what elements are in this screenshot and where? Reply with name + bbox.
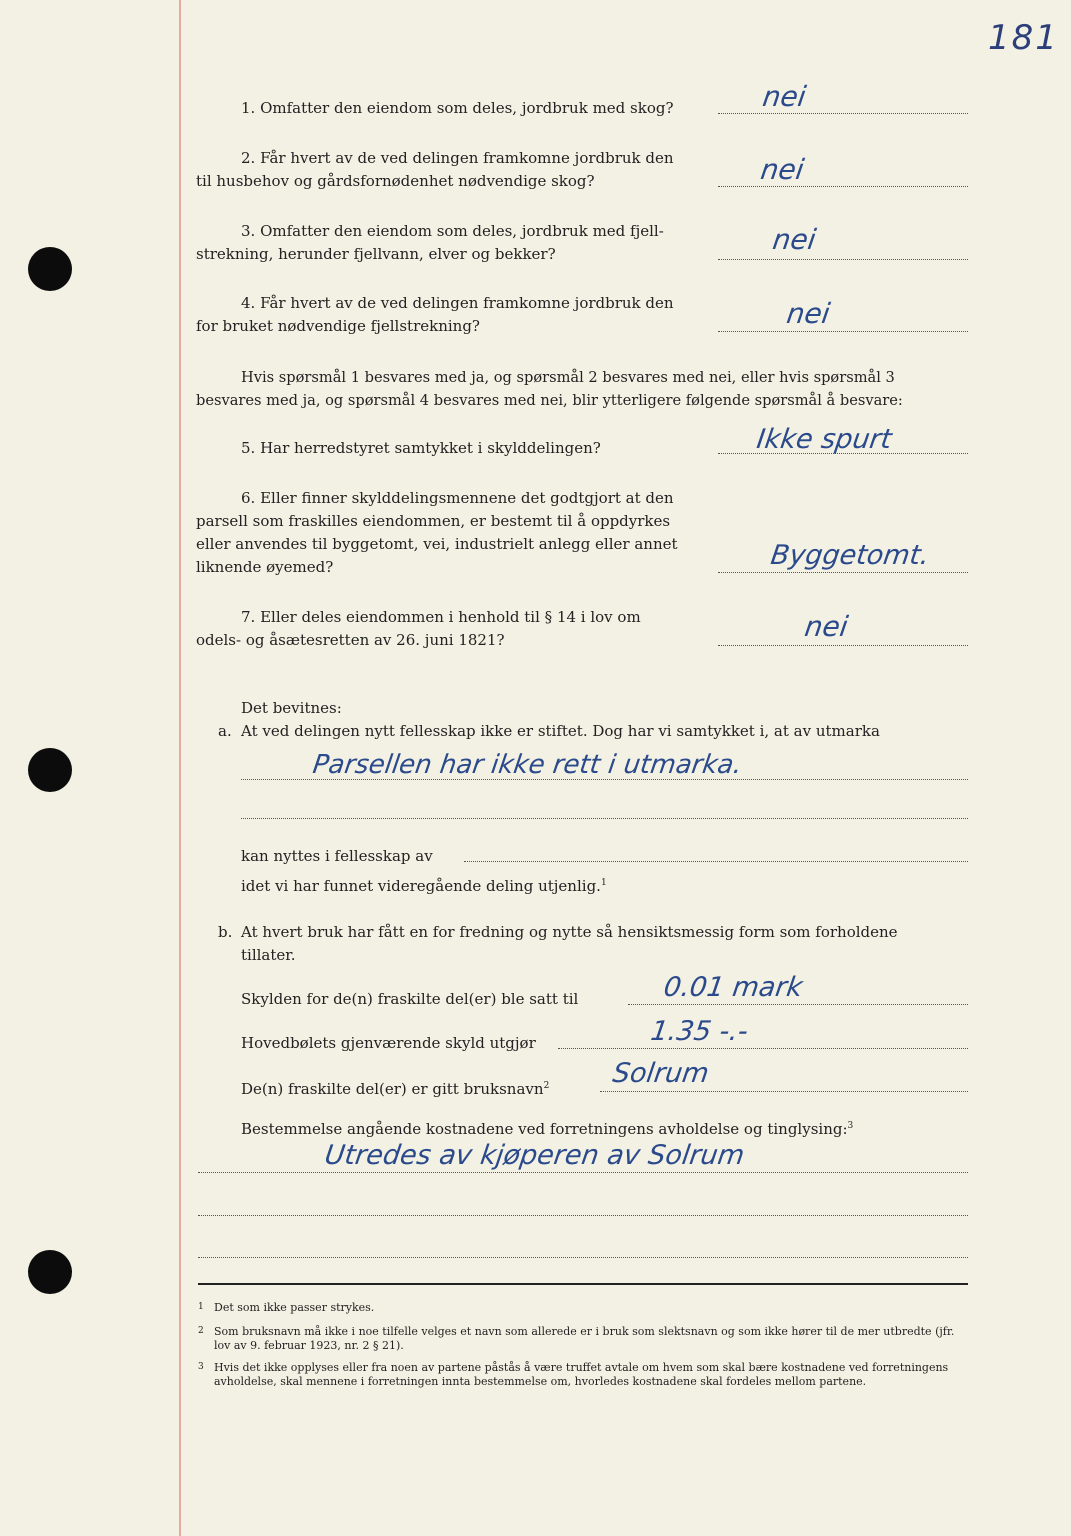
attest-b-letter: b. <box>218 923 233 941</box>
answer-4: nei <box>784 297 833 330</box>
question-3-line-1: 3. Omfatter den eiendom som deles, jordbruk med fjell- <box>241 222 664 240</box>
further-division: idet vi har funnet videregående deling utjenlig.$^1$ <box>241 877 607 895</box>
hoved-label: Hovedbølets gjenværende skyld utgjør <box>241 1034 536 1052</box>
footnote-mark-3: 3 <box>198 1362 204 1372</box>
question-6-line-3: eller anvendes til byggetomt, vei, industrielt anlegg eller annet <box>196 535 678 553</box>
attest-a-answer: Parsellen har ikke rett i utmarka. <box>310 750 744 780</box>
navn-label: De(n) fraskilte del(er) er gitt bruksnavn$^2$ <box>241 1080 550 1098</box>
shared-label: kan nyttes i fellesskap av <box>241 847 433 865</box>
question-6-line-2: parsell som fraskilles eiendommen, er bestemt til å oppdyrkes <box>196 512 671 530</box>
answer-line-2 <box>718 186 968 187</box>
footnote-mark-1: 1 <box>198 1302 204 1312</box>
kost-line-3 <box>198 1257 968 1258</box>
attest-b-line-2: tillater. <box>241 946 296 964</box>
margin-line <box>179 0 181 1536</box>
utmark-line-1 <box>241 779 968 780</box>
skyld-value: 0.01 mark <box>661 972 805 1003</box>
question-6-line-4: liknende øyemed? <box>196 558 334 576</box>
attest-a-text: At ved delingen nytt fellesskap ikke er stiftet. Dog har vi samtykket i, at av utmarka <box>241 722 880 740</box>
question-1: 1. Omfatter den eiendom som deles, jordbruk med skog? <box>241 99 674 117</box>
attest-heading: Det bevitnes: <box>241 699 342 717</box>
answer-line-4 <box>718 331 968 332</box>
question-2-line-1: 2. Får hvert av de ved delingen framkomne jordbruk den <box>241 149 674 167</box>
punch-hole <box>28 247 72 291</box>
answer-line-1 <box>718 113 968 114</box>
question-5: 5. Har herredstyret samtykket i skylddelingen? <box>241 439 601 457</box>
footnote-1: Det som ikke passer strykes. <box>214 1301 375 1314</box>
question-4-line-2: for bruket nødvendige fjellstrekning? <box>196 317 480 335</box>
kost-line-1 <box>198 1172 968 1173</box>
answer-line-3 <box>718 259 968 260</box>
footnote-3: Hvis det ikke opplyses eller fra noen av partene påstås å være truffet avtale om hvem som skal bære kostnadene ved forretningens avholdelse, skal mennene i forretningen innta bestemmelse om, hvorledes kostnadene skal fordeles mellom partene. <box>214 1361 949 1388</box>
question-4-line-1: 4. Får hvert av de ved delingen framkomne jordbruk den <box>241 294 674 312</box>
answer-line-7 <box>718 645 968 646</box>
kost-line-2 <box>198 1215 968 1216</box>
answer-5: Ikke spurt <box>754 424 894 455</box>
punch-hole <box>28 748 72 792</box>
answer-6: Byggetomt. <box>768 540 932 571</box>
footnote-2: Som bruksnavn må ikke i noe tilfelle velges et navn som allerede er i bruk som slektsnavn og som ikke hører til de mer utbredte (jfr. lov av 9. februar 1923, nr. 2 § 21). <box>214 1325 955 1352</box>
answer-3: nei <box>770 223 819 256</box>
kost-value: Utredes av kjøperen av Solrum <box>322 1140 747 1171</box>
skyld-label: Skylden for de(n) fraskilte del(er) ble satt til <box>241 990 579 1008</box>
question-7-line-1: 7. Eller deles eiendommen i henhold til § 14 i lov om <box>241 608 641 626</box>
navn-line <box>600 1091 968 1092</box>
answer-1: nei <box>760 80 809 113</box>
hoved-line <box>558 1048 968 1049</box>
question-2-line-2: til husbehov og gårdsfornødenhet nødvendige skog? <box>196 172 595 190</box>
attest-b-line-1: At hvert bruk har fått en for fredning og nytte så hensiktsmessig form som forholdene <box>241 923 898 941</box>
utmark-line-2 <box>241 818 968 819</box>
answer-7: nei <box>802 610 851 643</box>
footnote-mark-2: 2 <box>198 1326 204 1336</box>
kost-label: Bestemmelse angående kostnadene ved forretningens avholdelse og tinglysing:$^3$ <box>241 1120 854 1138</box>
question-7-line-2: odels- og åsætesretten av 26. juni 1821? <box>196 631 505 649</box>
page-number: 181 <box>988 18 1059 58</box>
punch-hole <box>28 1250 72 1294</box>
hoved-value: 1.35 -.- <box>648 1016 750 1047</box>
question-6-line-1: 6. Eller finner skylddelingsmennene det godtgjort at den <box>241 489 674 507</box>
question-3-line-2: strekning, herunder fjellvann, elver og bekker? <box>196 245 556 263</box>
shared-line <box>464 861 968 862</box>
navn-value: Solrum <box>610 1058 711 1089</box>
condition-line-1: Hvis spørsmål 1 besvares med ja, og spørsmål 2 besvares med nei, eller hvis spørsmål 3 <box>241 369 895 386</box>
skyld-line <box>628 1004 968 1005</box>
attest-a-letter: a. <box>218 722 232 740</box>
answer-2: nei <box>758 153 807 186</box>
condition-line-2: besvares med ja, og spørsmål 4 besvares med nei, blir ytterligere følgende spørsmål å besvare: <box>196 392 903 409</box>
footnote-rule <box>198 1283 968 1285</box>
answer-line-6 <box>718 572 968 573</box>
